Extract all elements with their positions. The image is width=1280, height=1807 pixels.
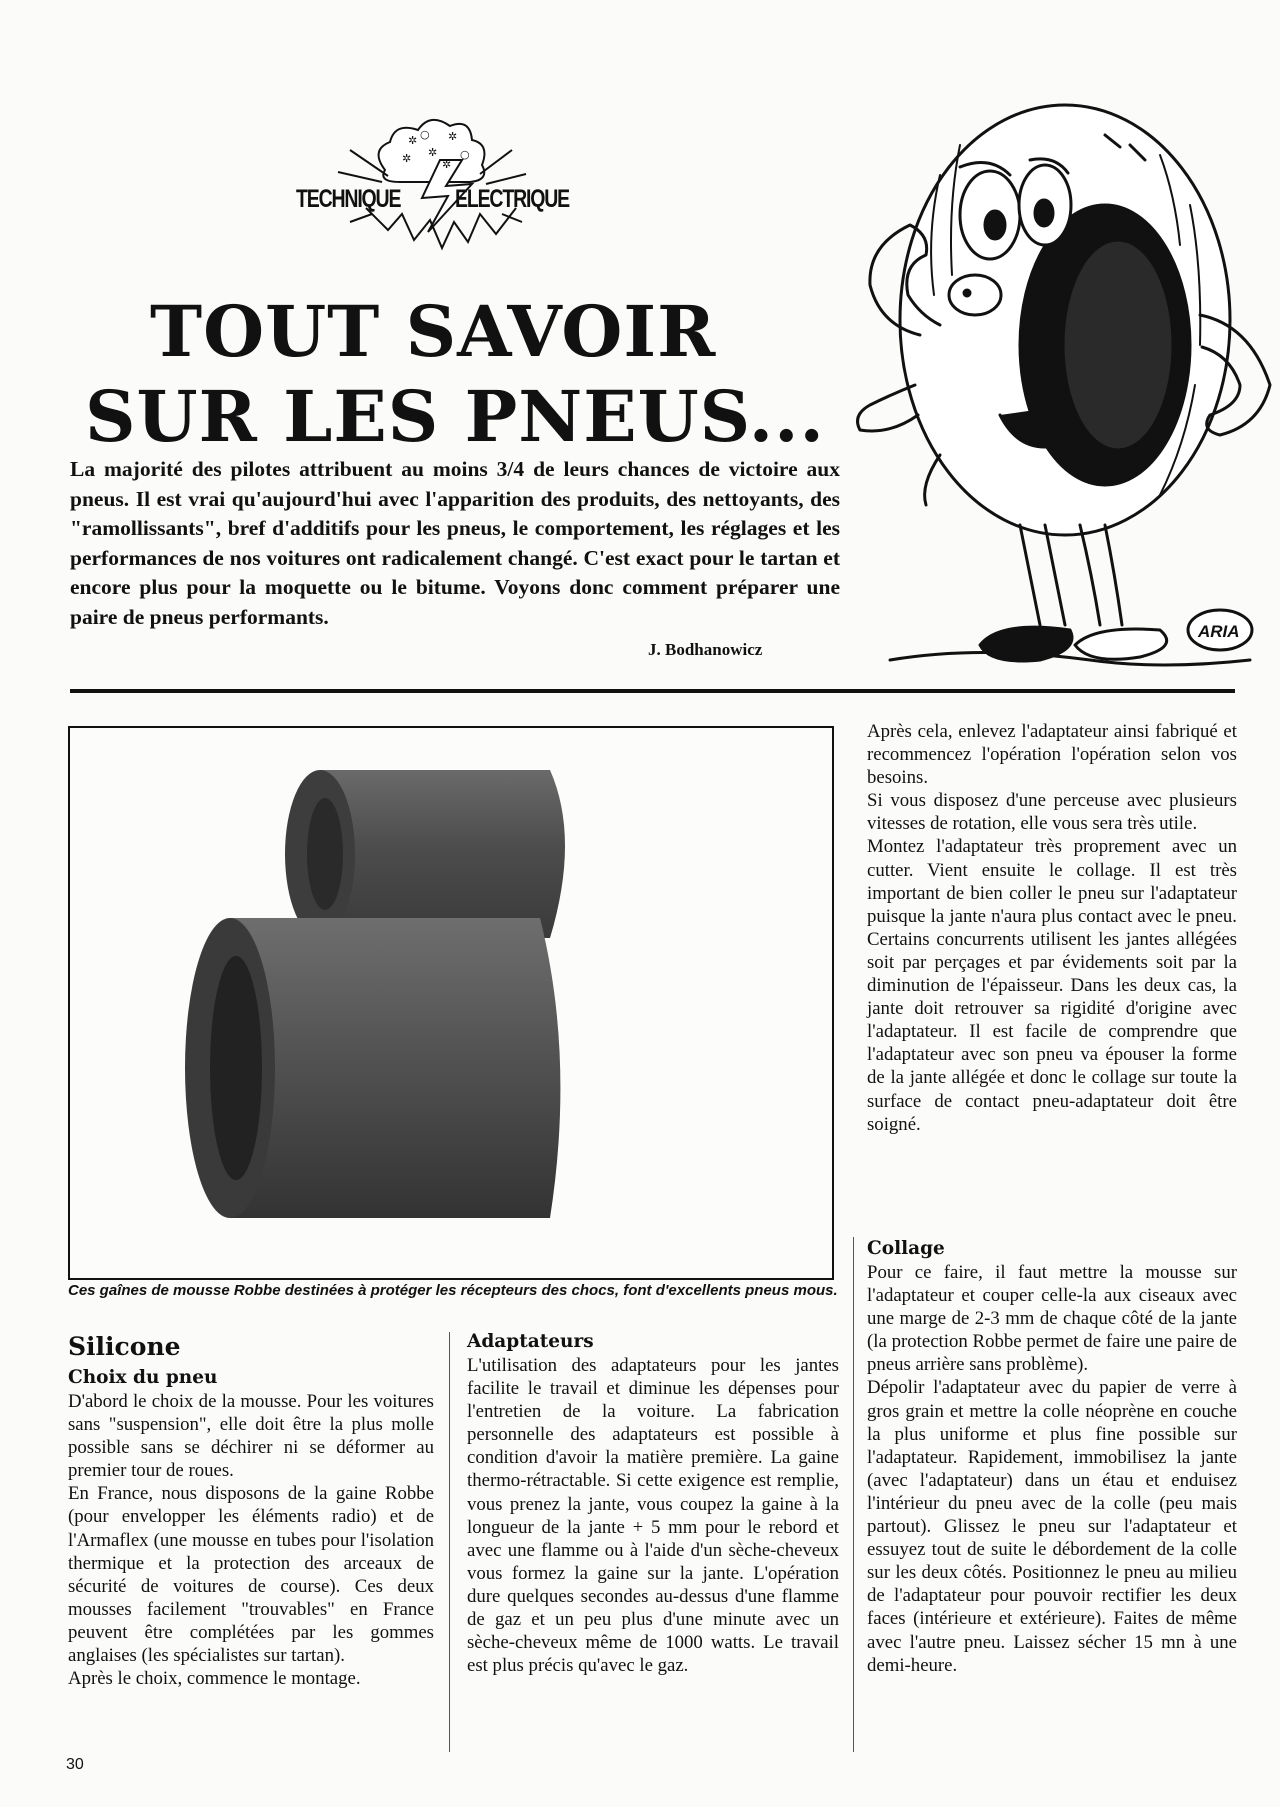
svg-text:○: ○ (460, 148, 470, 161)
foam-tubes-photo (70, 728, 832, 1278)
svg-text:✲: ✲ (408, 134, 418, 147)
horizontal-rule (70, 689, 1235, 693)
page-number: 30 (66, 1756, 84, 1773)
heading-choix-du-pneu: Choix du pneu (68, 1367, 218, 1388)
paragraph: Montez l'adaptateur très proprement avec un cutter. Vient ensuite le collage. Il est très important de bien coller le pneu sur l'adaptateur puisque la jante n'aura plus contact avec le pneu. Certains concurrents utilisent les jantes allégées soit par perçages et par évidements soit par la diminution de l'épaisseur. Dans les deux cas, la jante doit retrouver sa rigidité d'origine avec l'adaptateur. Il est facile de comprendre que l'adaptateur avec son pneu va épouser la forme de la jante allégée et donc le collage sur toute la surface de contact pneu-adaptateur doit être soigné. (867, 836, 1237, 1135)
paragraph: Dépolir l'adaptateur avec du papier de verre à gros grain et mettre la colle néoprène en couche la plus uniforme et plus fine possible sur l'adaptateur. Rapidement, immobilisez la jante (avec l'adaptateur) dans un étau et enduisez l'intérieur du pneu avec de la colle (peu mais partout). Glissez le pneu sur l'adaptateur et essuyez tout de suite le débordement de la colle sur les deux côtés. Positionnez le pneu au milieu de l'adaptateur pour pouvoir rectifier les deux faces (intérieure et extérieure). Faites de même avec l'autre pneu. Laissez sécher 15 mn à une demi-heure. (867, 1377, 1237, 1676)
column-divider (449, 1332, 450, 1752)
author-name: J. Bodhanowicz (648, 640, 763, 659)
paragraph: Si vous disposez d'une perceuse avec plusieurs vitesses de rotation, elle vous sera très utile. (867, 790, 1237, 835)
heading-collage: Collage (867, 1238, 945, 1259)
lead-paragraph (70, 455, 840, 632)
paragraph: L'utilisation des adaptateurs pour les jantes facilite le travail et diminue les dépenses pour l'entretien de la voiture. La fabrication personnelle des adaptateurs est possible à condition d'avoir la matière première. La gaine thermo-rétractable. Si cette exigence est remplie, vous prenez la jante, vous coupez la gaine à la longueur de la jante + 5 mm pour le rebord et avec une flamme ou à l'aide d'un sèche-cheveux vous formez la gaine sur la jante. L'opération dure quelques secondes au-dessus d'une flamme de gaz et un peu plus d'une minute avec un sèche-cheveux même de 1000 watts. Le travail est plus précis qu'avec le gaz. (467, 1355, 839, 1677)
heading-adaptateurs: Adaptateurs (467, 1331, 594, 1352)
rubric-right-text: ELECTRIQUE (455, 185, 569, 213)
svg-text:✲: ✲ (428, 146, 438, 159)
paragraph: Après le choix, commence le montage. (68, 1668, 361, 1690)
column-2 (467, 1330, 839, 1677)
svg-text:✲: ✲ (442, 158, 452, 171)
heading-silicone: Silicone (68, 1332, 181, 1361)
rubric-logo (290, 110, 640, 280)
paragraph: Pour ce faire, il faut mettre la mousse sur l'adaptateur et couper celle-la aux ciseaux avec une marge de 2-3 mm de chaque côté de la jante (la protection Robbe permet de faire une paire de pneus arrière sans problème). (867, 1262, 1237, 1376)
photo-caption: Ces gaînes de mousse Robbe destinées à protéger les récepteurs des chocs, font d'excellents pneus mous. (68, 1282, 838, 1299)
article-title-line2: SUR LES PNEUS... (85, 375, 825, 458)
column-1 (68, 1332, 434, 1690)
rubric-left-text: TECHNIQUE (296, 185, 401, 213)
paragraph: En France, nous disposons de la gaine Robbe (pour envelopper les éléments radio) et de l'Armaflex (une mousse en tubes pour l'isolation thermique et la protection des arceaux de sécurité de voitures de course). Ces deux mousses facilement "trouvables" en France peuvent être complétées par les gommes anglaises (les spécialistes sur tartan). (68, 1483, 434, 1667)
article-title-line1: TOUT SAVOIR (150, 290, 717, 373)
lead-text: La majorité des pilotes attribuent au moins 3/4 de leurs chances de victoire aux pneus. Il est vrai qu'aujourd'hui avec l'apparition des produits, des nettoyants, des "ramollissants", bref d'additifs pour les pneus, le comportement, les réglages et les performances de nos voitures ont radicalement changé. C'est exact pour le tartan et encore plus pour la moquette ou le bitume. Voyons donc comment préparer une paire de pneus performants. (70, 457, 840, 629)
paragraph: Après cela, enlevez l'adaptateur ainsi fabriqué et recommencez l'opération l'opération selon vos besoins. (867, 721, 1237, 789)
column-divider (853, 1237, 854, 1752)
photo-frame (68, 726, 834, 1280)
cartoon-signature: ARIA (1198, 622, 1240, 641)
tire-cartoon-illustration (830, 85, 1280, 685)
svg-text:✲: ✲ (402, 152, 412, 165)
column-3-top (867, 720, 1237, 1136)
column-3-bottom (867, 1237, 1237, 1677)
svg-text:✲: ✲ (448, 130, 458, 143)
paragraph: D'abord le choix de la mousse. Pour les voitures sans "suspension", elle doit être la plus molle possible sans se déchirer ni se déformer au premier tour de roues. (68, 1391, 434, 1482)
svg-text:○: ○ (420, 128, 430, 141)
